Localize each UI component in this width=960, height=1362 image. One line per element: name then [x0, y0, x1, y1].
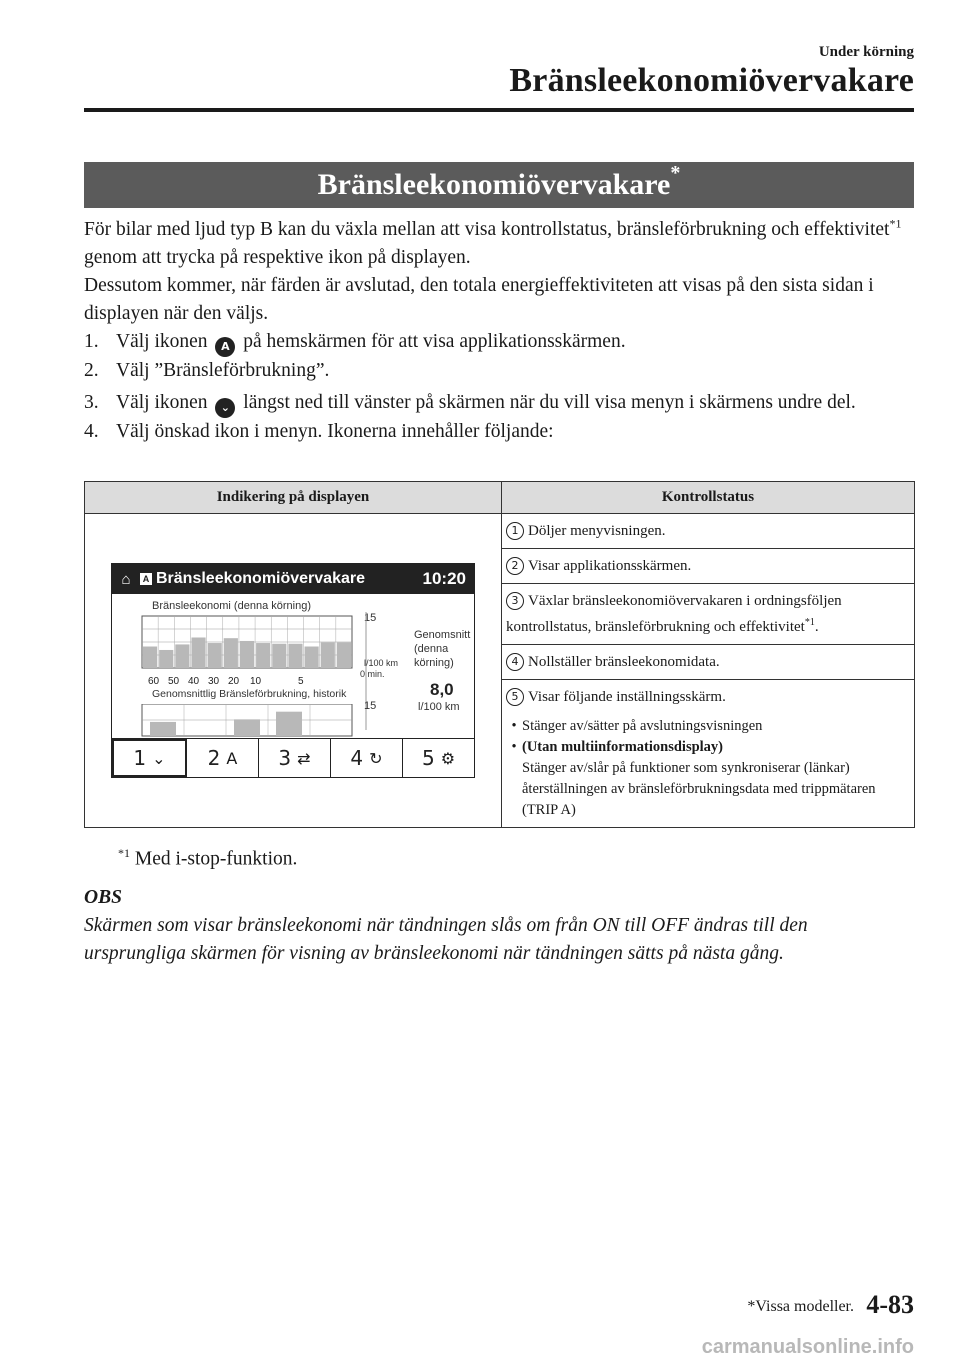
chart2-bar: [276, 712, 302, 736]
chevron-down-icon: ⌄: [152, 748, 166, 768]
average-unit: l/100 km: [418, 701, 460, 713]
chart1-tick-label: 30: [208, 676, 220, 687]
screen-mockup: [111, 563, 475, 778]
chart1-bar: [191, 637, 205, 668]
page-number: 4-83: [866, 1290, 914, 1319]
chart1-bar: [224, 638, 238, 668]
col-header-status: Kontrollstatus: [502, 482, 915, 514]
chart1-bar: [208, 643, 222, 668]
status-row-5: 5 Visar följande inställningsskärm. • Stänger av/sätter på avslutningsvisningen • (Utan multiinformationsdisplay) Stänger av/slår på funktioner som synkroniserar (länkar) återställningen av bränsleförbrukningsdata med trippmätaren (TRIP A): [502, 680, 915, 828]
chart1-bar: [159, 650, 173, 668]
note-title: OBS: [84, 887, 122, 908]
chart1-bar: [288, 644, 302, 668]
status-row-4: 4 Nollställer bränsleekonomidata.: [502, 645, 915, 680]
section-banner: [84, 162, 914, 208]
chart1-tick-label: 5: [298, 676, 304, 687]
app-icon-mini: A: [140, 573, 152, 585]
banner-asterisk: *: [670, 162, 681, 184]
chart1-bar: [256, 643, 270, 668]
menu-app-button[interactable]: 2 A: [187, 739, 259, 777]
display-table: [84, 481, 915, 828]
switch-icon: ⇄: [297, 748, 311, 768]
chart1-bar: [337, 642, 351, 668]
bullet-1: • Stänger av/sätter på avslutningsvisningen: [511, 718, 763, 734]
chart1-max-label: 15: [364, 612, 377, 624]
step-1: 1. Välj ikonen A på hemskärmen för att visa applikationsskärmen.: [84, 328, 914, 357]
footnote: $^{*1}$ Med i-stop-funktion.: [118, 846, 298, 870]
chart1-tick-label: 40: [188, 676, 200, 687]
home-icon: ⌂: [121, 570, 131, 588]
chart1-bar: [321, 642, 335, 668]
gear-icon: ⚙: [440, 748, 456, 768]
chart1-bar: [175, 644, 189, 668]
chart2-bar: [150, 722, 176, 736]
chart1-label: Bränsleekonomi (denna körning): [152, 600, 311, 612]
app-icon: A: [226, 748, 238, 768]
section-label: Under körning: [818, 44, 914, 60]
menu-switch-button[interactable]: 3 ⇄: [259, 739, 331, 777]
banner-title: Bränsleekonomiövervakare: [317, 168, 671, 201]
intro-text: [84, 216, 914, 446]
chart1-tick-label: 50: [168, 676, 180, 687]
chart2-max-label: 15: [364, 700, 377, 712]
bullet-2: • (Utan multiinformationsdisplay): [511, 739, 724, 755]
reset-icon: ↻: [369, 748, 383, 768]
chart1-tick-label: 20: [228, 676, 240, 687]
intro-paragraph-1: [84, 216, 914, 272]
col-header-display: Indikering på displayen: [85, 482, 502, 514]
screen-title-bar: [112, 564, 474, 594]
chart1-zero: 0 min.: [360, 669, 385, 679]
intro-p1-tail: genom att trycka på respektive ikon på displayen.: [84, 247, 471, 268]
note-block: [84, 884, 914, 968]
screen-title: Bränsleekonomiövervakare: [156, 570, 365, 587]
status-row-2: 2 Visar applikationsskärmen.: [502, 549, 915, 584]
step-3: 3. Välj ikonen ⌄ längst ned till vänster på skärmen när du vill visa menyn i skärmens undre del.: [84, 389, 914, 418]
menu-reset-button[interactable]: 4 ↻: [331, 739, 403, 777]
display-illustration: [85, 514, 502, 828]
chart1-bar: [240, 641, 254, 668]
chart1-bar: [305, 647, 319, 668]
average-value: 8,0: [430, 680, 454, 699]
chart1-tick-label: 10: [250, 676, 262, 687]
page-title: Bränsleekonomiövervakare: [509, 62, 914, 99]
watermark: carmanualsonline.info: [701, 1336, 914, 1358]
chart1-tick-label: 60: [148, 676, 160, 687]
chart2-bar: [234, 719, 260, 736]
bullet-2-detail: Stänger av/slår på funktioner som synkroniserar (länkar) återställningen av bränsleförbrukningsdata med trippmätaren (TRIP A): [522, 760, 876, 818]
footnote-ref: *1: [889, 216, 902, 231]
note-text: Skärmen som visar bränsleekonomi när tändningen slås om från ON till OFF ändras till den ursprungliga skärmen för visning av bränsleekonomi när tändningen sätts på nästa gång.: [84, 915, 808, 964]
intro-p1-text: För bilar med ljud typ B kan du växla mellan att visa kontrollstatus, bränsleförbrukning och effektivitet: [84, 219, 890, 240]
average-label: Genomsnitt (denna körning): [414, 629, 471, 669]
step-2: 2. Välj ”Bränsleförbrukning”.: [84, 360, 330, 381]
chart1-bar: [272, 644, 286, 668]
app-icon: A: [215, 337, 235, 357]
screen-clock: 10:20: [422, 569, 466, 588]
status-row-1: 1 Döljer menyvisningen.: [502, 514, 915, 549]
chevron-down-icon: ⌄: [215, 398, 235, 418]
screen-menu-bar: [112, 738, 474, 777]
step-4: 4. Välj önskad ikon i menyn. Ikonerna innehåller följande:: [84, 421, 554, 442]
intro-paragraph-2: Dessutom kommer, när färden är avslutad, den totala energieffektiviteten att visas på den sista sidan i displayen när den väljs.: [84, 275, 874, 324]
chart1-bar: [143, 647, 157, 668]
footer-note: *Vissa modeller.: [747, 1298, 854, 1315]
chart1-unit: l/100 km: [364, 658, 399, 668]
menu-hide-button[interactable]: 1 ⌄: [112, 739, 187, 777]
status-row-3: 3 Växlar bränsleekonomiövervakaren i ordningsföljen kontrollstatus, bränsleförbrukning och effektivitet$^{*1}$.: [502, 584, 915, 645]
header-divider: [84, 108, 914, 112]
chart2-label: Genomsnittlig Bränsleförbrukning, historik: [152, 688, 347, 700]
menu-settings-button[interactable]: 5 ⚙: [421, 746, 456, 770]
